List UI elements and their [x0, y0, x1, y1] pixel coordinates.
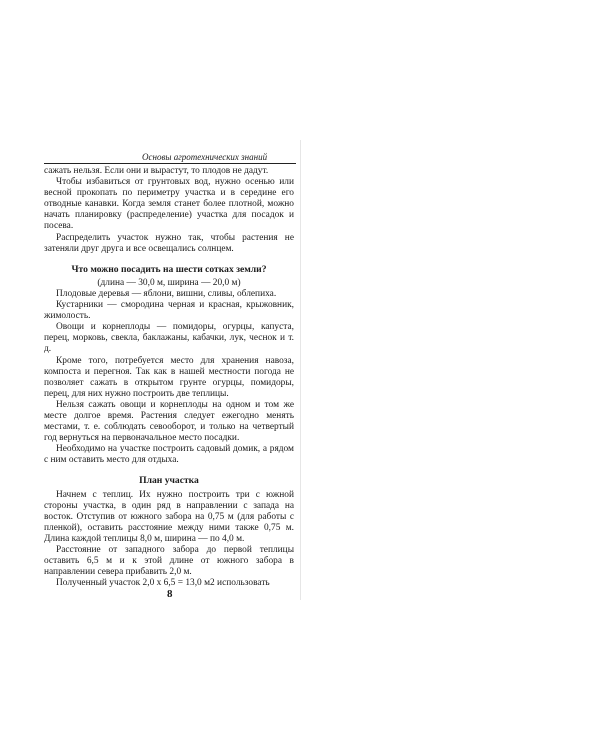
paragraph: Плодовые деревья — яблони, вишни, сливы, облепиха.	[56, 288, 277, 299]
paragraph: сажать нельзя. Если они и вырастут, то плодов не дадут.	[44, 166, 269, 176]
paragraph: Овощи и корнеплоды — помидоры, огурцы, капуста, перец, морковь, свекла, баклажаны, кабачки, лук, чеснок и т. д.	[44, 322, 294, 355]
text-column	[44, 166, 294, 589]
paragraph: Необходимо на участке построить садовый домик, а рядом с ним оставить место для отдыха.	[44, 444, 294, 466]
paragraph: Нельзя сажать овощи и корнеплоды на одном и том же месте долгое время. Растения следует ежегодно менять местами, т. е. соблюдать севооборот, и только на четвертый год вернуться на первоначальное место посадки.	[44, 399, 294, 444]
section-heading: Что можно посадить на шести сотках земли?	[71, 263, 267, 275]
plot-dimensions: (длина — 30,0 м, ширина — 20,0 м)	[97, 277, 241, 288]
paragraph: Распределить участок нужно так, чтобы растения не затеняли друг друга и все освещались солнцем.	[44, 232, 294, 254]
running-header: Основы агротехнических знаний	[142, 152, 268, 162]
header-rule	[44, 163, 296, 164]
paragraph: Полученный участок 2,0 х 6,5 = 13,0 м2 использовать	[56, 578, 270, 589]
right-page	[300, 0, 600, 750]
section-heading: План участка	[139, 475, 199, 487]
paragraph: Чтобы избавиться от грунтовых вод, нужно осенью или весной прокопать по периметру участка и в середине его отводные канавки. Когда земля станет более плотной, можно начать планировку (распределение) участка для посадок и посева.	[44, 177, 294, 232]
page-number: 8	[167, 588, 173, 600]
paragraph: Начнем с теплиц. Их нужно построить три с южной стороны участка, в один ряд в направлении с запада на восток. Отступив от южного забора на 0,75 м (для работы с пленкой), оставить расстояние между ними также 0,75 м. Длина каждой теплицы 8,0 м, ширина — по 4,0 м.	[44, 489, 294, 544]
paragraph: Кустарники — смородина черная и красная, крыжовник, жимолость.	[44, 300, 294, 322]
paragraph: Расстояние от западного забора до первой теплицы оставить 6,5 м и к этой длине от южного забора в направлении севера прибавить 2,0 м.	[44, 545, 294, 578]
paragraph: Кроме того, потребуется место для хранения навоза, компоста и перегноя. Так как в нашей местности погода не позволяет сажать в открытом грунте огурцы, помидоры, перец, для них нужно построить две теплицы.	[44, 355, 294, 399]
